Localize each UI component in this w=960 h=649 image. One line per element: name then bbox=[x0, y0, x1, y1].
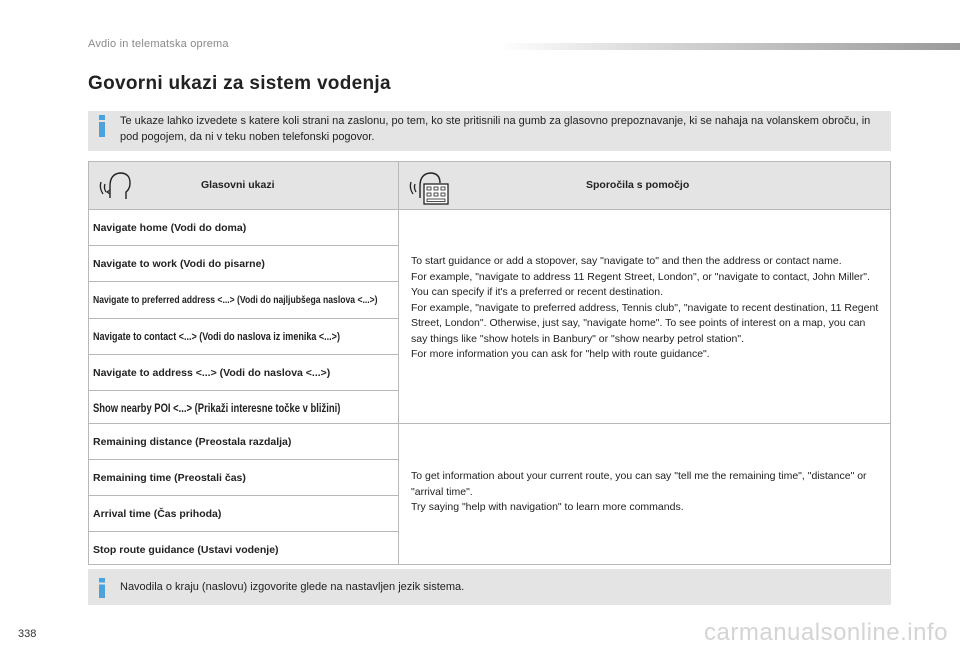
commands-column bbox=[89, 210, 399, 564]
voice-help-icon bbox=[407, 168, 451, 206]
command-text: Stop route guidance (Ustavi vodenje) bbox=[93, 544, 279, 556]
help-text-navigation bbox=[411, 254, 881, 363]
help-paragraph: For example, "navigate to address 11 Regent Street, London", or "navigate to contact, John Miller". You can specify if it's a preferred or recent destination. bbox=[411, 270, 870, 298]
table-row bbox=[89, 391, 398, 425]
table-row bbox=[89, 246, 398, 282]
header-label-help: Sporočila s pomočjo bbox=[586, 179, 690, 191]
command-text: Navigate home (Vodi do doma) bbox=[93, 222, 247, 234]
table-row bbox=[89, 355, 398, 391]
table-row bbox=[89, 319, 398, 355]
command-text: Navigate to contact <...> (Vodi do naslova iz imenika <...>) bbox=[93, 331, 340, 343]
header-rule bbox=[498, 43, 960, 50]
watermark: carmanualsonline.info bbox=[704, 619, 948, 646]
footer-note bbox=[88, 569, 891, 605]
page-title: Govorni ukazi za sistem vodenja bbox=[88, 73, 391, 94]
intro-note-text: Te ukaze lahko izvedete s katere koli strani na zaslonu, po tem, ko ste pritisnili na gumb za glasovno prepoznavanje, ki se nahaja na volanskem obroču, in pod pogojem, da ni v teku noben telefonski pogovor. bbox=[120, 115, 871, 143]
voice-command-icon bbox=[97, 168, 135, 202]
header-label-commands: Glasovni ukazi bbox=[201, 179, 275, 191]
table-row bbox=[89, 496, 398, 532]
command-text: Navigate to work (Vodi do pisarne) bbox=[93, 258, 265, 270]
footer-note-text: Navodila o kraju (naslovu) izgovorite glede na nastavljen jezik sistema. bbox=[120, 581, 465, 593]
command-text: Remaining time (Preostali čas) bbox=[93, 472, 246, 484]
table-row bbox=[89, 460, 398, 496]
help-text-route-info bbox=[411, 469, 881, 516]
help-paragraph: To start guidance or add a stopover, say "navigate to" and then the address or contact name. bbox=[411, 255, 842, 267]
help-paragraph: For example, "navigate to preferred address, Tennis club", "navigate to recent destination, 11 Regent Street, London". Otherwise, just say, "navigate home". To see points of interest on a map, you can say things like "show hotels in Banbury" or "show nearby petrol station". bbox=[411, 301, 879, 345]
command-text: Navigate to preferred address <...> (Vodi do najljubšega naslova <...>) bbox=[93, 294, 378, 306]
table-row bbox=[89, 282, 398, 319]
help-paragraph: For more information you can ask for "help with route guidance". bbox=[411, 348, 710, 360]
command-text: Arrival time (Čas prihoda) bbox=[93, 508, 222, 520]
group-divider bbox=[89, 423, 890, 424]
command-text: Navigate to address <...> (Vodi do naslova <...>) bbox=[93, 367, 331, 379]
info-icon bbox=[98, 578, 106, 598]
command-text: Show nearby POI <...> (Prikaži interesne točke v bližini) bbox=[93, 403, 341, 415]
header-cell-help bbox=[399, 162, 890, 209]
section-header: Avdio in telematska oprema bbox=[88, 38, 229, 50]
header-cell-commands bbox=[89, 162, 399, 209]
table-row bbox=[89, 424, 398, 460]
command-text: Remaining distance (Preostala razdalja) bbox=[93, 436, 292, 448]
help-paragraph: Try saying "help with navigation" to learn more commands. bbox=[411, 501, 684, 513]
info-icon bbox=[98, 115, 106, 137]
table-row bbox=[89, 210, 398, 246]
page-number: 338 bbox=[18, 628, 37, 640]
help-paragraph: To get information about your current route, you can say "tell me the remaining time", "distance" or "arrival time". bbox=[411, 470, 867, 498]
table-row bbox=[89, 532, 398, 564]
voice-commands-table bbox=[88, 161, 891, 565]
intro-note bbox=[88, 111, 891, 151]
table-header-row bbox=[89, 162, 890, 210]
